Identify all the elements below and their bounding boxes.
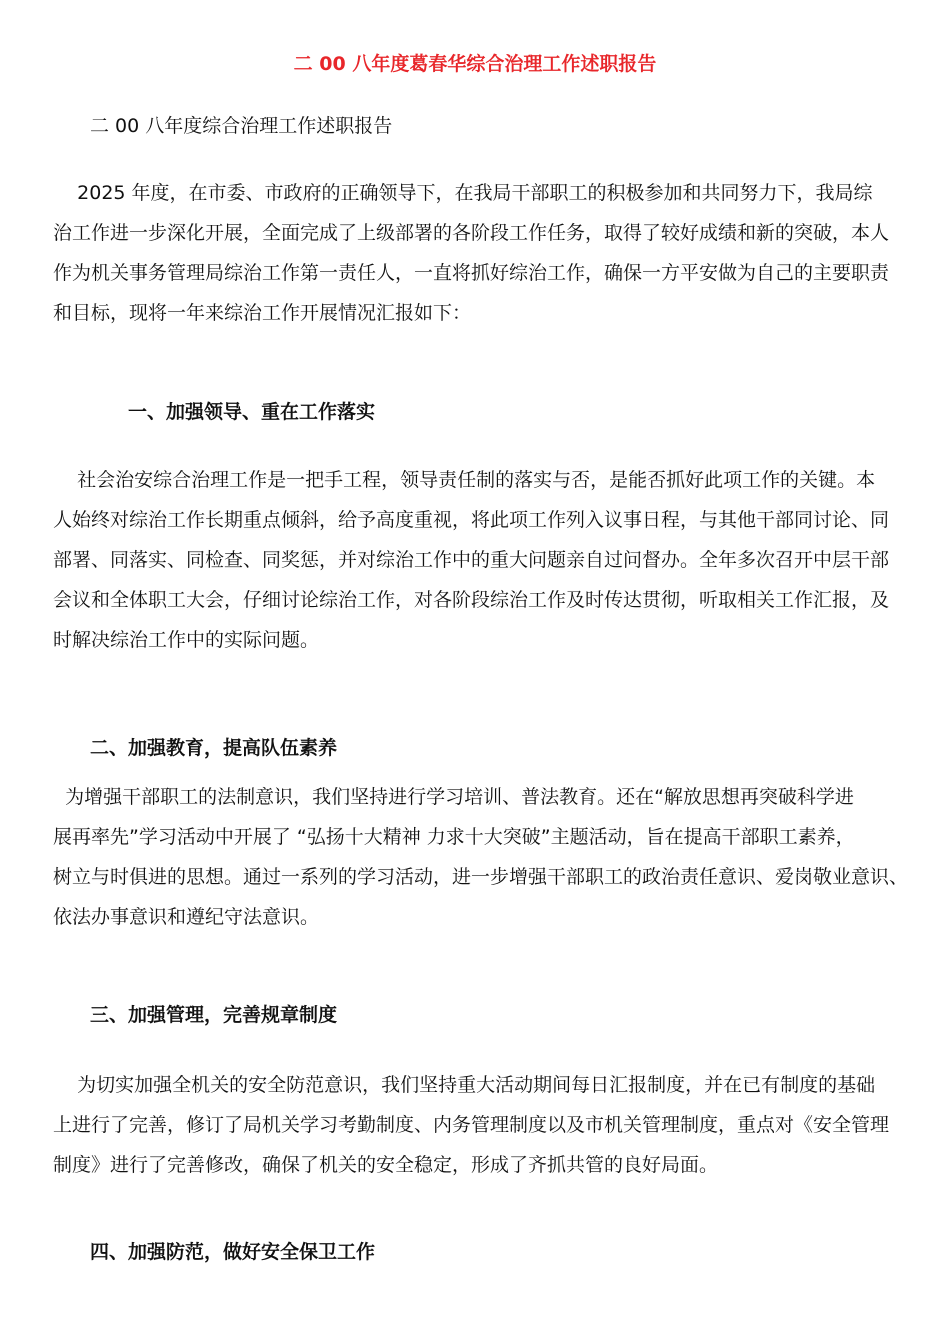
paragraph-line: 治工作进一步深化开展，全面完成了上级部署的各阶段工作任务，取得了较好成绩和新的突破，本人 bbox=[53, 222, 890, 244]
section-1-paragraph bbox=[53, 460, 897, 660]
section-heading-1: 一、加强领导、重在工作落实 bbox=[128, 401, 376, 423]
paragraph-line: 展再率先”学习活动中开展了 “弘扬十大精神 力求十大突破”主题活动，旨在提高干部职工素养， bbox=[53, 826, 855, 848]
section-heading-4: 四、加强防范，做好安全保卫工作 bbox=[90, 1241, 376, 1263]
section-2-paragraph bbox=[53, 777, 909, 937]
paragraph-line: 社会治安综合治理工作是一把手工程，领导责任制的落实与否，是能否抓好此项工作的关键。本 bbox=[53, 469, 876, 491]
paragraph-line: 上进行了完善，修订了局机关学习考勤制度、内务管理制度以及市机关管理制度，重点对《安全管理 bbox=[53, 1114, 890, 1136]
paragraph-line: 2025 年度，在市委、市政府的正确领导下，在我局干部职工的积极参加和共同努力下，我局综 bbox=[53, 182, 873, 204]
paragraph-line: 部署、同落实、同检查、同奖惩，并对综治工作中的重大问题亲自过问督办。全年多次召开中层干部 bbox=[53, 549, 890, 571]
paragraph-line: 为切实加强全机关的安全防范意识，我们坚持重大活动期间每日汇报制度，并在已有制度的基础 bbox=[53, 1074, 876, 1096]
section-3-paragraph bbox=[53, 1065, 897, 1185]
section-heading-2: 二、加强教育，提高队伍素养 bbox=[90, 737, 338, 759]
paragraph-line: 为增强干部职工的法制意识，我们坚持进行学习培训、普法教育。还在“解放思想再突破科学进 bbox=[53, 786, 854, 808]
document-subtitle: 二 00 八年度综合治理工作述职报告 bbox=[90, 115, 393, 137]
paragraph-line: 和目标，现将一年来综治工作开展情况汇报如下： bbox=[53, 302, 472, 324]
paragraph-line: 会议和全体职工大会，仔细讨论综治工作，对各阶段综治工作及时传达贯彻，听取相关工作汇报，及 bbox=[53, 589, 890, 611]
intro-paragraph bbox=[53, 173, 897, 333]
paragraph-line: 制度》进行了完善修改，确保了机关的安全稳定，形成了齐抓共管的良好局面。 bbox=[53, 1154, 719, 1176]
paragraph-line: 作为机关事务管理局综治工作第一责任人，一直将抓好综治工作，确保一方平安做为自己的主要职责 bbox=[53, 262, 890, 284]
paragraph-line: 树立与时俱进的思想。通过一系列的学习活动，进一步增强干部职工的政治责任意识、爱岗敬业意识、 bbox=[53, 866, 909, 888]
document-title: 二 00 八年度葛春华综合治理工作述职报告 bbox=[293, 53, 657, 75]
paragraph-line: 时解决综治工作中的实际问题。 bbox=[53, 629, 320, 651]
paragraph-line: 依法办事意识和遵纪守法意识。 bbox=[53, 906, 320, 928]
section-heading-3: 三、加强管理，完善规章制度 bbox=[90, 1004, 338, 1026]
paragraph-line: 人始终对综治工作长期重点倾斜，给予高度重视，将此项工作列入议事日程，与其他干部同讨论、同 bbox=[53, 509, 890, 531]
